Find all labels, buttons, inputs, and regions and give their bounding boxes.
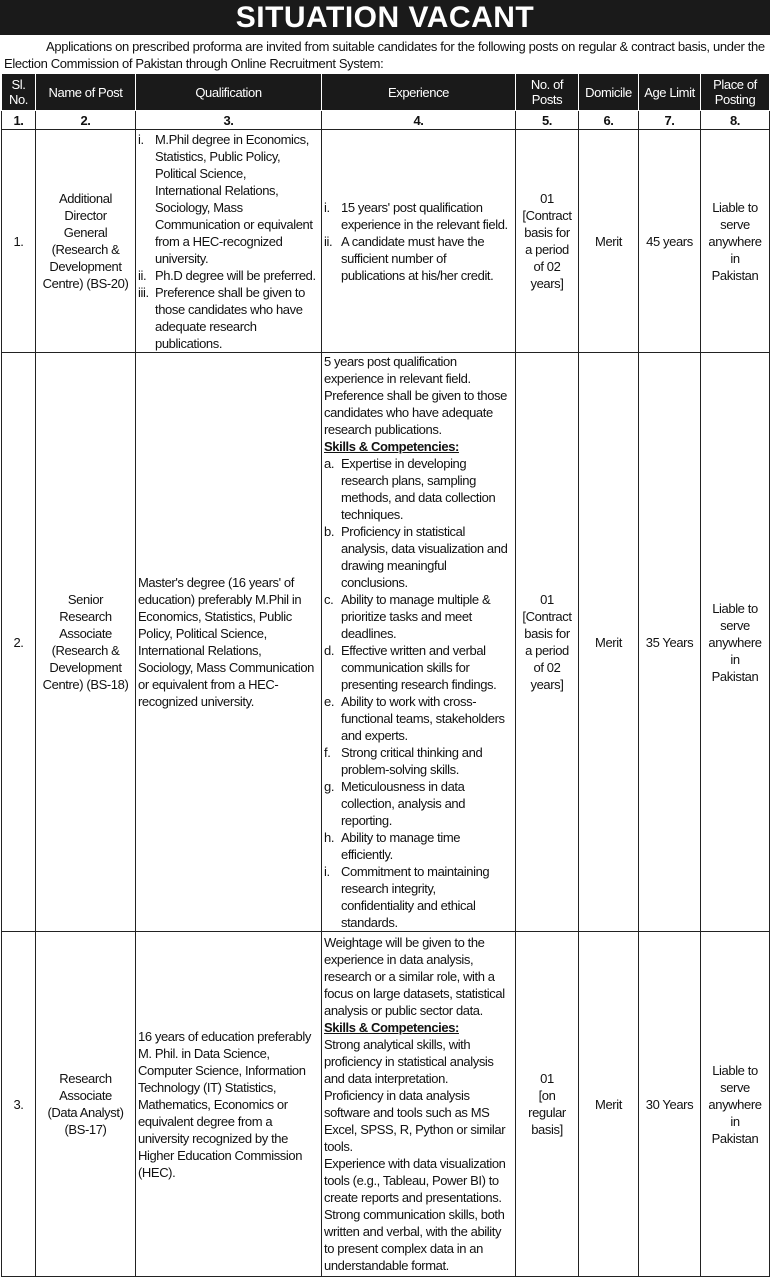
post-name-cell: Senior Research Associate (Research & Development Centre) (BS-18): [36, 353, 136, 932]
list-item-text: A candidate must have the sufficient number of publications at his/her credit.: [341, 233, 494, 283]
list-item: [324, 642, 513, 693]
list-marker: i.: [324, 864, 330, 879]
list-item-text: Ability to manage time efficiently.: [341, 830, 461, 862]
paragraph: Proficiency in data analysis software and tools such as MS Excel, SPSS, R, Python or similar tools.: [324, 1088, 506, 1154]
list-item-text: Meticulousness in data collection, analysis and reporting.: [341, 779, 466, 828]
paragraph: 16 years of education preferably M. Phil. in Data Science, Computer Science, Information Technology (IT) Statistics, Mathematics, Economics or equivalent degree from a university recognized by the Higher Education Commission (HEC).: [138, 1028, 311, 1180]
section-heading: Skills & Competencies:: [324, 1020, 459, 1035]
list-item-text: Effective written and verbal communication skills for presenting research findings.: [341, 643, 497, 692]
sl-no-cell: 3.: [2, 932, 36, 1277]
section-heading: Skills & Competencies:: [324, 439, 459, 454]
list-item: [138, 267, 319, 284]
list-item-text: Strong critical thinking and problem-solving skills.: [341, 745, 483, 777]
list-item-text: Ph.D degree will be preferred.: [155, 267, 316, 283]
column-number: 4.: [322, 111, 516, 130]
list-item: [324, 693, 513, 744]
paragraph: Experience with data visualization tools (e.g., Tableau, Power BI) to create reports and presentations.: [324, 1156, 506, 1205]
list-marker: h.: [324, 830, 335, 845]
list-marker: d.: [324, 643, 335, 658]
domicile-cell: Merit: [579, 130, 639, 353]
list-item-text: Expertise in developing research plans, sampling methods, and data collection techniques.: [341, 456, 496, 522]
list-item-text: 15 years' post qualification experience in the relevant field.: [341, 199, 508, 232]
paragraph: Weightage will be given to the experience in data analysis, research or a similar role, with a focus on large datasets, statistical analysis or public sector data.: [324, 935, 505, 1018]
list-item: [324, 744, 513, 778]
experience-cell: [322, 353, 516, 932]
column-number: 3.: [136, 111, 322, 130]
list-item: [138, 131, 319, 267]
list-item-text: Preference shall be given to those candidates who have adequate research publications.: [155, 284, 305, 351]
list-item-text: Proficiency in statistical analysis, data visualization and drawing meaningful conclusions.: [341, 524, 508, 590]
posts-cell: 01 [Contract basis for a period of 02 years]: [516, 353, 579, 932]
qualification-cell: [136, 130, 322, 353]
list-marker: b.: [324, 524, 335, 539]
paragraph: Master's degree (16 years' of education) preferably M.Phil in Economics, Statistics, Public Policy, Political Science, International Relations, Sociology, Mass Communication or equivalent from a HEC- recognized university.: [138, 575, 315, 709]
posts-cell: 01 [on regular basis]: [516, 932, 579, 1277]
paragraph: Strong communication skills, both written and verbal, with the ability to present complex data in an understandable format.: [324, 1207, 505, 1273]
qualification-cell: [136, 932, 322, 1277]
list-item: [324, 778, 513, 829]
age-limit-cell: 30 Years: [639, 932, 701, 1277]
vacancy-table: [1, 73, 770, 1277]
place-of-posting-cell: Liable to serve anywhere in Pakistan: [701, 932, 770, 1277]
experience-cell: [322, 130, 516, 353]
post-name-cell: Additional Director General (Research & Development Centre) (BS-20): [36, 130, 136, 353]
posts-cell: 01 [Contract basis for a period of 02 years]: [516, 130, 579, 353]
column-number: 1.: [2, 111, 36, 130]
paragraph: Strong analytical skills, with proficiency in statistical analysis and data interpretation.: [324, 1037, 494, 1086]
list-marker: i.: [138, 131, 144, 147]
column-header-place-of-posting: Place of Posting: [701, 74, 770, 111]
list-item-text: Ability to work with cross- functional teams, stakeholders and experts.: [341, 694, 505, 743]
column-header-no-of-posts: No. of Posts: [516, 74, 579, 111]
list-item: [324, 591, 513, 642]
column-number: 5.: [516, 111, 579, 130]
table-row: [2, 932, 770, 1277]
column-header-sl-no: Sl. No.: [2, 74, 36, 111]
sl-no-cell: 2.: [2, 353, 36, 932]
list-item: [138, 284, 319, 352]
column-header-name-of-post: Name of Post: [36, 74, 136, 111]
list-item: [324, 199, 513, 233]
paragraph: 5 years post qualification experience in relevant field. Preference shall be given to those candidates who have adequate research publications.: [324, 354, 507, 437]
column-number: 7.: [639, 111, 701, 130]
list-item: [324, 233, 513, 284]
list-item: [324, 455, 513, 523]
qualification-cell: [136, 353, 322, 932]
list-marker: iii.: [138, 284, 149, 300]
column-header-experience: Experience: [322, 74, 516, 111]
list-item-text: Ability to manage multiple & prioritize tasks and meet deadlines.: [341, 592, 491, 641]
list-marker: ii.: [138, 267, 147, 283]
domicile-cell: Merit: [579, 353, 639, 932]
list-marker: f.: [324, 745, 331, 760]
list-item-text: M.Phil degree in Economics, Statistics, Public Policy, Political Science, International Relations, Sociology, Mass Communication or equivalent from a HEC-recognized university.: [155, 131, 313, 266]
list-marker: a.: [324, 456, 335, 471]
sl-no-cell: 1.: [2, 130, 36, 353]
list-item: [324, 829, 513, 863]
page-title: SITUATION VACANT: [0, 0, 770, 35]
column-number: 2.: [36, 111, 136, 130]
column-header-qualification: Qualification: [136, 74, 322, 111]
list-marker: i.: [324, 199, 330, 215]
table-row: [2, 353, 770, 932]
age-limit-cell: 45 years: [639, 130, 701, 353]
post-name-cell: Research Associate (Data Analyst) (BS-17): [36, 932, 136, 1277]
header-row: [2, 74, 770, 111]
column-number-row: [2, 111, 770, 130]
age-limit-cell: 35 Years: [639, 353, 701, 932]
list-marker: ii.: [324, 233, 333, 249]
domicile-cell: Merit: [579, 932, 639, 1277]
list-item: [324, 523, 513, 591]
place-of-posting-cell: Liable to serve anywhere in Pakistan: [701, 130, 770, 353]
list-item-text: Commitment to maintaining research integrity, confidentiality and ethical standards.: [341, 864, 490, 930]
intro-text: Applications on prescribed proforma are invited from suitable candidates for the following posts on regular & contract basis, under the Election Commission of Pakistan through Online Recruitment System:: [4, 39, 765, 71]
experience-cell: [322, 932, 516, 1277]
list-marker: c.: [324, 592, 334, 607]
column-number: 6.: [579, 111, 639, 130]
place-of-posting-cell: Liable to serve anywhere in Pakistan: [701, 353, 770, 932]
column-header-age-limit: Age Limit: [639, 74, 701, 111]
table-row: [2, 130, 770, 353]
list-item: [324, 863, 513, 931]
column-number: 8.: [701, 111, 770, 130]
list-marker: g.: [324, 779, 335, 794]
list-marker: e.: [324, 694, 335, 709]
column-header-domicile: Domicile: [579, 74, 639, 111]
